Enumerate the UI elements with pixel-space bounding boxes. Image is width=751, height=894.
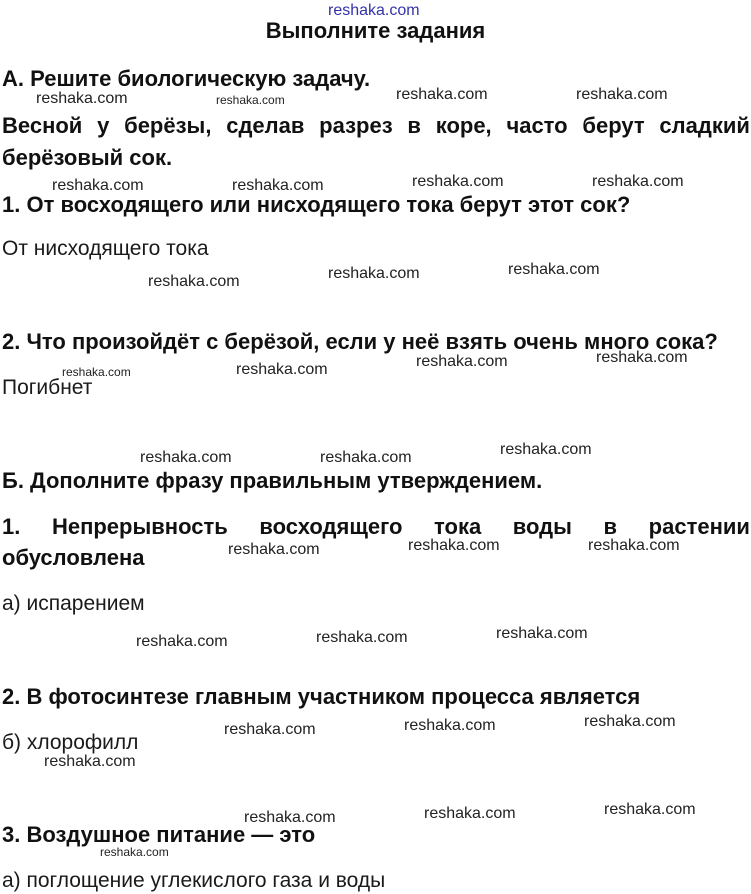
watermark: reshaka.com <box>604 801 696 818</box>
watermark: reshaka.com <box>228 541 320 558</box>
watermark: reshaka.com <box>316 629 408 646</box>
watermark: reshaka.com <box>232 177 324 194</box>
watermark: reshaka.com <box>244 809 336 826</box>
section-a-heading: А. Решите биологическую задачу. <box>2 66 371 91</box>
question-word: тока <box>434 514 482 539</box>
watermark: reshaka.com <box>36 90 128 107</box>
watermark: reshaka.com <box>148 273 240 290</box>
section-b-question-3: 3. Воздушное питание — это <box>2 822 316 847</box>
watermark: reshaka.com <box>140 449 232 466</box>
question-word: восходящего <box>259 514 403 539</box>
watermark: reshaka.com <box>592 173 684 190</box>
watermark: reshaka.com <box>216 93 285 107</box>
watermark: reshaka.com <box>588 537 680 554</box>
problem-word: сладкий <box>659 113 750 138</box>
question-word: растении <box>648 514 750 539</box>
watermark: reshaka.com <box>100 845 169 859</box>
watermark: reshaka.com <box>224 721 316 738</box>
problem-word: часто <box>506 113 568 138</box>
watermark: reshaka.com <box>496 625 588 642</box>
watermark: reshaka.com <box>416 353 508 370</box>
problem-word: сделав <box>226 113 305 138</box>
watermark: reshaka.com <box>424 805 516 822</box>
watermark: reshaka.com <box>320 449 412 466</box>
watermark: reshaka.com <box>596 349 688 366</box>
problem-word: в <box>407 113 421 138</box>
problem-word: Весной <box>2 113 83 138</box>
watermark: reshaka.com <box>584 713 676 730</box>
section-a-problem-line2: берёзовый сок. <box>2 145 173 170</box>
section-b-heading: Б. Дополните фразу правильным утверждением. <box>2 468 543 493</box>
section-a-answer-2: Погибнет <box>2 376 93 399</box>
section-b-answer-3: а) поглощение углекислого газа и воды <box>2 869 386 892</box>
watermark: reshaka.com <box>412 173 504 190</box>
watermark: reshaka.com <box>396 86 488 103</box>
problem-word: у <box>97 113 110 138</box>
section-a-answer-1: От нисходящего тока <box>2 237 209 260</box>
watermark: reshaka.com <box>52 177 144 194</box>
section-b-answer-1: а) испарением <box>2 592 145 615</box>
top-watermark: reshaka.com <box>328 2 420 19</box>
section-a-problem-line1 <box>2 113 750 139</box>
watermark: reshaka.com <box>404 717 496 734</box>
question-word: воды <box>512 514 572 539</box>
question-word: 1. <box>2 514 21 539</box>
watermark: reshaka.com <box>408 537 500 554</box>
problem-word: коре, <box>435 113 492 138</box>
watermark: reshaka.com <box>62 365 131 379</box>
section-b-question-1-line2: обусловлена <box>2 545 145 570</box>
problem-word: разрез <box>319 113 393 138</box>
question-word: Непрерывность <box>51 514 228 539</box>
watermark: reshaka.com <box>508 261 600 278</box>
watermark: reshaka.com <box>500 441 592 458</box>
page-title: Выполните задания <box>265 18 486 43</box>
section-b-answer-2: б) хлорофилл <box>2 731 139 754</box>
watermark: reshaka.com <box>328 265 420 282</box>
watermark: reshaka.com <box>136 633 228 650</box>
section-a-question-1: 1. От восходящего или нисходящего тока берут этот сок? <box>2 192 631 217</box>
watermark: reshaka.com <box>576 86 668 103</box>
problem-word: берут <box>582 113 645 138</box>
problem-word: берёзы, <box>124 113 212 138</box>
watermark: reshaka.com <box>236 361 328 378</box>
section-a-question-2: 2. Что произойдёт с берёзой, если у неё взять очень много сока? <box>2 329 718 354</box>
section-b-question-2: 2. В фотосинтезе главным участником процесса является <box>2 684 641 709</box>
question-word: в <box>603 514 618 539</box>
watermark: reshaka.com <box>44 753 136 770</box>
